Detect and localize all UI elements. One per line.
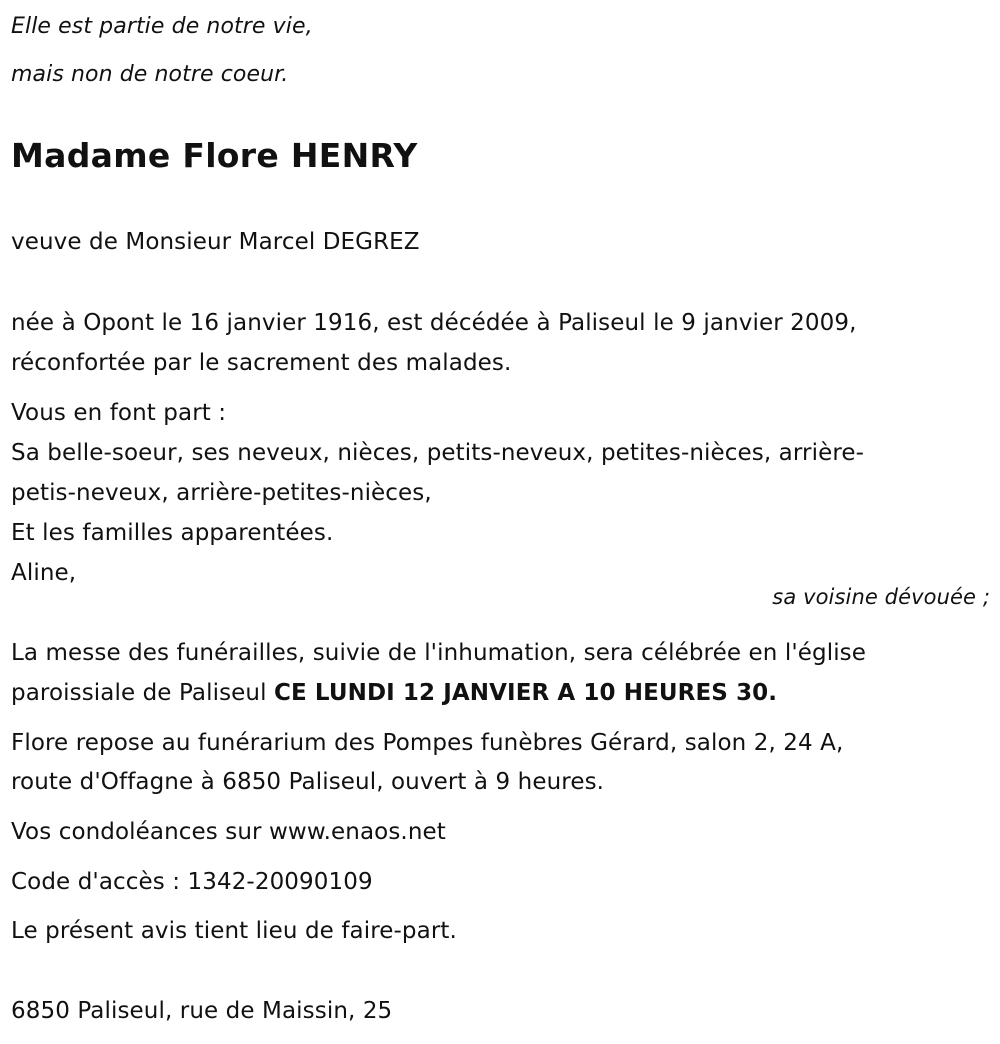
spouse-line: veuve de Monsieur Marcel DEGREZ — [11, 229, 420, 255]
rest-line-2: route d'Offagne à 6850 Paliseul, ouvert à 9 heures. — [11, 769, 605, 795]
announcers-role: sa voisine dévouée ; — [772, 585, 990, 609]
notice-line: Le présent avis tient lieu de faire-part. — [11, 918, 457, 944]
funeral-line-2-text: paroissiale de Paliseul — [11, 680, 274, 706]
epigraph-line-2: mais non de notre coeur. — [11, 62, 289, 87]
birth-death-line-1: née à Opont le 16 janvier 1916, est décédée à Paliseul le 9 janvier 2009, — [11, 310, 857, 336]
announcers-line-4: Aline, — [11, 560, 77, 586]
announcers-line-3: Et les familles apparentées. — [11, 520, 334, 546]
epigraph-line-1: Elle est partie de notre vie, — [11, 14, 313, 39]
rest-line-1: Flore repose au funérarium des Pompes funèbres Gérard, salon 2, 24 A, — [11, 730, 844, 756]
deceased-name: Madame Flore HENRY — [11, 136, 418, 175]
birth-death-line-2: réconfortée par le sacrement des malades. — [11, 350, 512, 376]
funeral-line-1: La messe des funérailles, suivie de l'inhumation, sera célébrée en l'église — [11, 640, 867, 666]
condolences-line: Vos condoléances sur www.enaos.net — [11, 819, 446, 845]
access-code-line: Code d'accès : 1342-20090109 — [11, 869, 373, 895]
announcers-line-1: Sa belle-soeur, ses neveux, nièces, petits-neveux, petites-nièces, arrière- — [11, 440, 865, 466]
announcers-line-2: petis-neveux, arrière-petites-nièces, — [11, 480, 432, 506]
funeral-date-time: CE LUNDI 12 JANVIER A 10 HEURES 30. — [274, 680, 778, 706]
announcers-intro: Vous en font part : — [11, 400, 227, 426]
address-line: 6850 Paliseul, rue de Maissin, 25 — [11, 998, 393, 1024]
funeral-line-2 — [11, 678, 777, 708]
